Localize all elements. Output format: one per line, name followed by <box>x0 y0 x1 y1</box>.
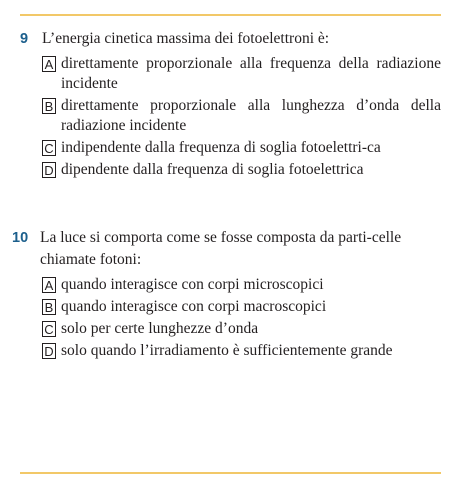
bottom-divider <box>20 472 441 474</box>
question-number: 9 <box>20 31 29 47</box>
option-text: indipendente dalla frequenza di soglia fotoelettri-ca <box>61 139 381 156</box>
option-c[interactable] <box>42 138 441 158</box>
question-text: La luce si comporta come se fosse composta da parti-celle chiamate fotoni: <box>40 229 402 268</box>
option-text: solo per certe lunghezze d’onda <box>61 320 259 337</box>
option-b[interactable] <box>42 96 441 136</box>
question-text: L’energia cinetica massima dei fotoelettroni è: <box>42 30 330 47</box>
option-a[interactable] <box>42 275 441 295</box>
option-text: solo quando l’irradiamento è sufficientemente grande <box>61 342 393 359</box>
option-d[interactable] <box>42 341 441 361</box>
question-9 <box>20 28 441 182</box>
option-letter: A <box>42 277 56 293</box>
option-text: direttamente proporzionale alla lunghezza d’onda della radiazione incidente <box>61 97 441 134</box>
option-letter: D <box>42 162 56 178</box>
option-text: direttamente proporzionale alla frequenza della radiazione incidente <box>61 55 441 92</box>
option-letter: A <box>42 56 56 72</box>
option-b[interactable] <box>42 297 441 317</box>
option-letter: B <box>42 98 56 114</box>
answer-options <box>42 54 441 180</box>
question-number: 10 <box>12 230 29 246</box>
option-letter: D <box>42 343 56 359</box>
option-letter: B <box>42 299 56 315</box>
option-c[interactable] <box>42 319 441 339</box>
question-10 <box>12 227 441 363</box>
option-letter: C <box>42 140 56 156</box>
answer-options <box>42 275 441 361</box>
option-text: quando interagisce con corpi macroscopici <box>61 298 327 315</box>
option-text: quando interagisce con corpi microscopici <box>61 276 324 293</box>
top-divider <box>20 14 441 16</box>
option-letter: C <box>42 321 56 337</box>
option-text: dipendente dalla frequenza di soglia fotoelettrica <box>61 161 364 178</box>
option-d[interactable] <box>42 160 441 180</box>
option-a[interactable] <box>42 54 441 94</box>
